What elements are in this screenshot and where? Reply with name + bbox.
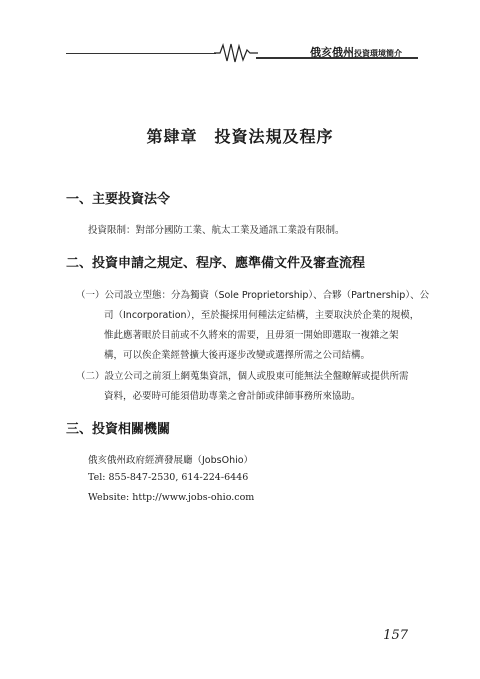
header-rule-left bbox=[66, 53, 216, 54]
section-2-heading: 二、投資申請之規定、程序、應準備文件及審查流程 bbox=[66, 256, 366, 271]
section-2-item1-line3: 惟此應著眼於目前或不久將來的需要，且毋須一開始即選取一複雜之架 bbox=[104, 330, 399, 341]
heartbeat-wave-icon bbox=[214, 42, 258, 64]
header-title-sub: 投資環境簡介 bbox=[354, 49, 402, 58]
agency-name: 俄亥俄州政府經濟發展廳（JobsOhio） bbox=[88, 455, 254, 466]
section-3-heading: 三、投資相關機關 bbox=[66, 422, 171, 437]
chapter-title: 第肆章 投資法規及程序 bbox=[146, 127, 334, 146]
section-2-item2-line1: （二）設立公司之前須上網蒐集資訊，個人或股東可能無法全盤瞭解或提供所需 bbox=[76, 371, 409, 382]
section-2-item1-line2: 司（Incorporation），至於擬採用何種法定結構，主要取決於企業的規模， bbox=[104, 310, 420, 321]
header-title-main: 俄亥俄州 bbox=[310, 46, 354, 59]
section-1-text: 投資限制：對部分國防工業、航太工業及通訊工業設有限制。 bbox=[88, 225, 345, 236]
section-2-item1-line1: （一）公司設立型態：分為獨資（Sole Proprietorship）、合夥（Partnership）、公 bbox=[76, 290, 430, 301]
section-2-item2-line2: 資料，必要時可能須借助專業之會計師或律師事務所來協助。 bbox=[104, 391, 361, 402]
section-1-heading: 一、主要投資法令 bbox=[66, 192, 171, 207]
section-2-item1-line4: 構，可以俟企業經營擴大後再逐步改變或選擇所需之公司結構。 bbox=[104, 350, 371, 361]
running-header-title bbox=[310, 44, 402, 60]
agency-telephone: Tel: 855-847-2530, 614-224-6446 bbox=[88, 472, 249, 483]
agency-website: Website: http://www.jobs-ohio.com bbox=[88, 492, 255, 503]
page-number: 157 bbox=[383, 628, 408, 643]
